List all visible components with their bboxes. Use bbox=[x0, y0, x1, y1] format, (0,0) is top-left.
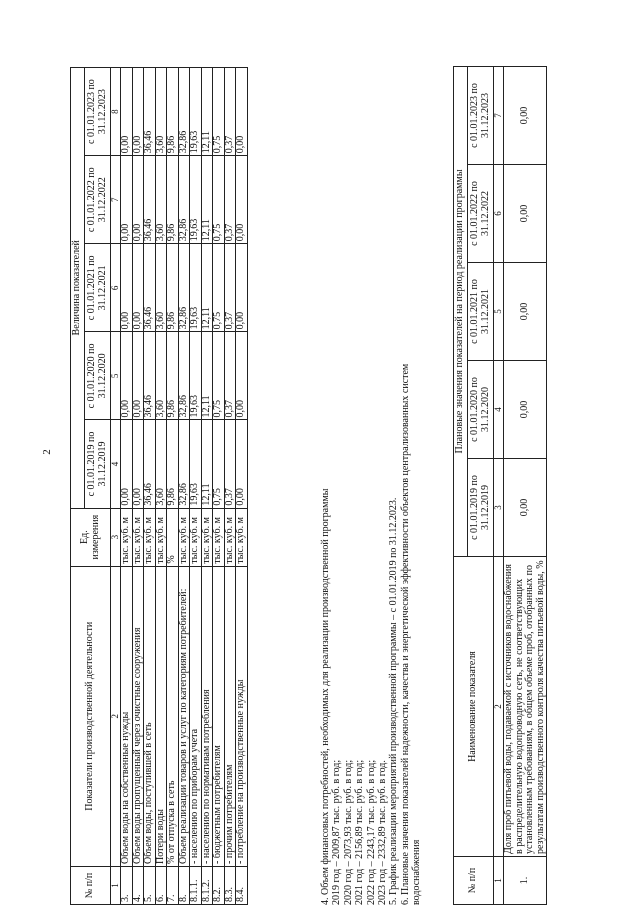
value-cell: 0,37 bbox=[224, 156, 236, 244]
row-number: 3. bbox=[121, 866, 133, 904]
value-cell: 12,11 bbox=[201, 332, 213, 420]
value-cell: 9,86 bbox=[167, 244, 179, 332]
value-cell: 9,86 bbox=[167, 332, 179, 420]
unit-cell: тыс. куб. м bbox=[178, 508, 190, 566]
row-number: 8.1.1. bbox=[190, 866, 202, 904]
value-cell: 9,86 bbox=[167, 420, 179, 508]
column-index: 4 bbox=[494, 361, 504, 459]
row-number: 8. bbox=[178, 866, 190, 904]
header-period: с 01.01.2022 по 31.12.2022 bbox=[85, 156, 111, 244]
column-index: 2 bbox=[494, 557, 504, 857]
text-line: водоснабжения bbox=[411, 839, 423, 905]
value-cell: 12,11 bbox=[201, 68, 213, 156]
text-line: 6. Плановые значения показателей надежности, качества и энергетической эффективности объектов централизованных систем bbox=[399, 363, 411, 905]
row-number: 1. bbox=[504, 857, 547, 905]
unit-cell: % bbox=[167, 508, 179, 566]
value-cell: 32,86 bbox=[178, 332, 190, 420]
value-cell: 0,00 bbox=[504, 361, 547, 459]
header-planned-group: Плановые значения показателей на период реализации программы bbox=[454, 66, 468, 556]
table-row bbox=[504, 66, 547, 904]
unit-cell: тыс. куб. м bbox=[155, 508, 167, 566]
indicator-name: - потребление на производственные нужды bbox=[236, 566, 248, 866]
header-num: № п/п bbox=[71, 866, 111, 904]
table-row bbox=[167, 68, 179, 905]
column-index-row bbox=[494, 66, 504, 904]
financing-text-block bbox=[320, 67, 423, 905]
indicator-name: Объем реализации товаров и услуг по категориям потребителей: bbox=[178, 566, 190, 866]
value-cell: 0,75 bbox=[213, 420, 225, 508]
row-number: 5. bbox=[144, 866, 156, 904]
column-index: 1 bbox=[494, 857, 504, 905]
value-cell: 0,75 bbox=[213, 244, 225, 332]
indicator-name: - прочим потребителям bbox=[224, 566, 236, 866]
table-row bbox=[201, 68, 213, 905]
indicator-name: % от отпуска в сеть bbox=[167, 566, 179, 866]
column-index: 8 bbox=[111, 68, 121, 156]
indicator-name: Объем воды, поступившей в сеть bbox=[144, 566, 156, 866]
column-index: 3 bbox=[494, 459, 504, 557]
value-cell: 0,75 bbox=[213, 156, 225, 244]
value-cell: 0,00 bbox=[121, 68, 133, 156]
table-row bbox=[224, 68, 236, 905]
header-period: с 01.01.2019 по 31.12.2019 bbox=[468, 459, 494, 557]
value-cell: 36,46 bbox=[144, 156, 156, 244]
production-indicators-table bbox=[70, 67, 248, 905]
column-index: 6 bbox=[494, 165, 504, 263]
value-cell: 0,00 bbox=[121, 156, 133, 244]
text-line: 2020 год – 2073,93 тыс. руб. в год; bbox=[342, 759, 354, 905]
planned-values-body bbox=[504, 66, 547, 904]
value-cell: 19,63 bbox=[190, 420, 202, 508]
text-line: 2021 год – 2156,89 тыс. руб. в год; bbox=[354, 759, 366, 905]
value-cell: 36,46 bbox=[144, 244, 156, 332]
header-period: с 01.01.2019 по 31.12.2019 bbox=[85, 420, 111, 508]
value-cell: 3,60 bbox=[155, 244, 167, 332]
unit-cell: тыс. куб. м bbox=[201, 508, 213, 566]
value-cell: 36,46 bbox=[144, 68, 156, 156]
unit-cell: тыс. куб. м bbox=[190, 508, 202, 566]
text-line: 2022 год – 2243,17 тыс. руб. в год; bbox=[365, 759, 377, 905]
value-cell: 32,86 bbox=[178, 420, 190, 508]
value-cell: 0,00 bbox=[132, 420, 144, 508]
value-cell: 19,63 bbox=[190, 244, 202, 332]
header-period: с 01.01.2021 по 31.12.2021 bbox=[468, 263, 494, 361]
value-cell: 0,00 bbox=[504, 165, 547, 263]
column-index-row bbox=[111, 68, 121, 905]
planned-values-table bbox=[453, 66, 547, 905]
table-row bbox=[144, 68, 156, 905]
row-number: 8.1.2. bbox=[201, 866, 213, 904]
column-index: 4 bbox=[111, 420, 121, 508]
header-unit: Ед. измерения bbox=[71, 508, 111, 566]
row-number: 7. bbox=[167, 866, 179, 904]
indicator-name: Объем воды пропущенный через очистные сооружения bbox=[132, 566, 144, 866]
value-cell: 0,00 bbox=[236, 244, 248, 332]
header-period: с 01.01.2021 по 31.12.2021 bbox=[85, 244, 111, 332]
value-cell: 0,00 bbox=[236, 68, 248, 156]
value-cell: 36,46 bbox=[144, 332, 156, 420]
column-index: 7 bbox=[111, 156, 121, 244]
value-cell: 0,00 bbox=[132, 156, 144, 244]
indicator-name: Потери воды bbox=[155, 566, 167, 866]
value-cell: 32,86 bbox=[178, 156, 190, 244]
indicator-name: Доля проб питьевой воды, подаваемой с источников водоснабжения в распределительную водопроводную сеть, не соответствующих установленным требованиям, в общем объеме проб, отобранных по результатам производственного контроля качества питьевой воды, % bbox=[504, 557, 547, 857]
value-cell: 0,00 bbox=[504, 459, 547, 557]
text-line: 5. График реализации мероприятий производственной программы – с 01.01.2019 по 31.12.2023. bbox=[388, 497, 400, 905]
value-cell: 0,00 bbox=[504, 66, 547, 164]
page-number: 2 bbox=[41, 449, 53, 455]
value-cell: 19,63 bbox=[190, 68, 202, 156]
row-number: 8.3. bbox=[224, 866, 236, 904]
value-cell: 0,00 bbox=[504, 263, 547, 361]
value-cell: 32,86 bbox=[178, 244, 190, 332]
header-period: с 01.01.2023 по 31.12.2023 bbox=[85, 68, 111, 156]
value-cell: 0,00 bbox=[236, 420, 248, 508]
value-cell: 3,60 bbox=[155, 68, 167, 156]
value-cell: 3,60 bbox=[155, 332, 167, 420]
value-cell: 0,37 bbox=[224, 420, 236, 508]
header-num: № п/п bbox=[454, 857, 494, 905]
table-row bbox=[132, 68, 144, 905]
column-index: 5 bbox=[494, 263, 504, 361]
header-values-group: Величина показателей bbox=[71, 68, 85, 509]
value-cell: 9,86 bbox=[167, 156, 179, 244]
column-index: 3 bbox=[111, 508, 121, 566]
column-index: 2 bbox=[111, 566, 121, 866]
value-cell: 12,11 bbox=[201, 244, 213, 332]
unit-cell: тыс. куб. м bbox=[121, 508, 133, 566]
header-indicator: Показатели производственной деятельности bbox=[71, 566, 111, 866]
value-cell: 0,00 bbox=[121, 420, 133, 508]
text-line: 2019 год – 2009,87 тыс. руб. в год; bbox=[331, 759, 343, 905]
header-indicator-name: Наименование показателя bbox=[454, 557, 494, 857]
value-cell: 0,00 bbox=[132, 244, 144, 332]
indicator-name: - бюджетным потребителям bbox=[213, 566, 225, 866]
value-cell: 12,11 bbox=[201, 156, 213, 244]
value-cell: 0,37 bbox=[224, 332, 236, 420]
row-number: 4. bbox=[132, 866, 144, 904]
table-row bbox=[236, 68, 248, 905]
header-period: с 01.01.2022 по 31.12.2022 bbox=[468, 165, 494, 263]
header-period: с 01.01.2020 по 31.12.2020 bbox=[468, 361, 494, 459]
unit-cell: тыс. куб. м bbox=[236, 508, 248, 566]
header-period: с 01.01.2023 по 31.12.2023 bbox=[468, 66, 494, 164]
table-row bbox=[121, 68, 133, 905]
value-cell: 0,00 bbox=[132, 332, 144, 420]
text-line: 4. Объем финансовых потребностей, необходимых для реализации производственной программы bbox=[320, 488, 331, 905]
unit-cell: тыс. куб. м bbox=[132, 508, 144, 566]
value-cell: 36,46 bbox=[144, 420, 156, 508]
value-cell: 32,86 bbox=[178, 68, 190, 156]
value-cell: 12,11 bbox=[201, 420, 213, 508]
value-cell: 0,37 bbox=[224, 68, 236, 156]
value-cell: 0,37 bbox=[224, 244, 236, 332]
indicator-name: - населению по приборам учета bbox=[190, 566, 202, 866]
unit-cell: тыс. куб. м bbox=[213, 508, 225, 566]
column-index: 7 bbox=[494, 66, 504, 164]
header-period: с 01.01.2020 по 31.12.2020 bbox=[85, 332, 111, 420]
table-row bbox=[213, 68, 225, 905]
column-index: 5 bbox=[111, 332, 121, 420]
table-row bbox=[190, 68, 202, 905]
unit-cell: тыс. куб. м bbox=[144, 508, 156, 566]
value-cell: 9,86 bbox=[167, 68, 179, 156]
table-row bbox=[178, 68, 190, 905]
value-cell: 0,00 bbox=[236, 332, 248, 420]
value-cell: 0,00 bbox=[121, 332, 133, 420]
value-cell: 0,00 bbox=[236, 156, 248, 244]
value-cell: 0,00 bbox=[121, 244, 133, 332]
column-index: 6 bbox=[111, 244, 121, 332]
value-cell: 0,00 bbox=[132, 68, 144, 156]
table-row bbox=[155, 68, 167, 905]
value-cell: 19,63 bbox=[190, 332, 202, 420]
text-line: 2023 год – 2332,89 тыс. руб. в год. bbox=[377, 760, 389, 905]
row-number: 8.4. bbox=[236, 866, 248, 904]
value-cell: 3,60 bbox=[155, 156, 167, 244]
value-cell: 19,63 bbox=[190, 156, 202, 244]
indicator-name: - населению по нормативам потребления bbox=[201, 566, 213, 866]
value-cell: 3,60 bbox=[155, 420, 167, 508]
value-cell: 0,75 bbox=[213, 68, 225, 156]
indicator-name: Объем воды на собственные нужды bbox=[121, 566, 133, 866]
production-indicators-body bbox=[121, 68, 248, 905]
row-number: 6. bbox=[155, 866, 167, 904]
column-index: 1 bbox=[111, 866, 121, 904]
value-cell: 0,75 bbox=[213, 332, 225, 420]
row-number: 8.2. bbox=[213, 866, 225, 904]
unit-cell: тыс. куб. м bbox=[224, 508, 236, 566]
rotated-page-content bbox=[0, 65, 640, 905]
